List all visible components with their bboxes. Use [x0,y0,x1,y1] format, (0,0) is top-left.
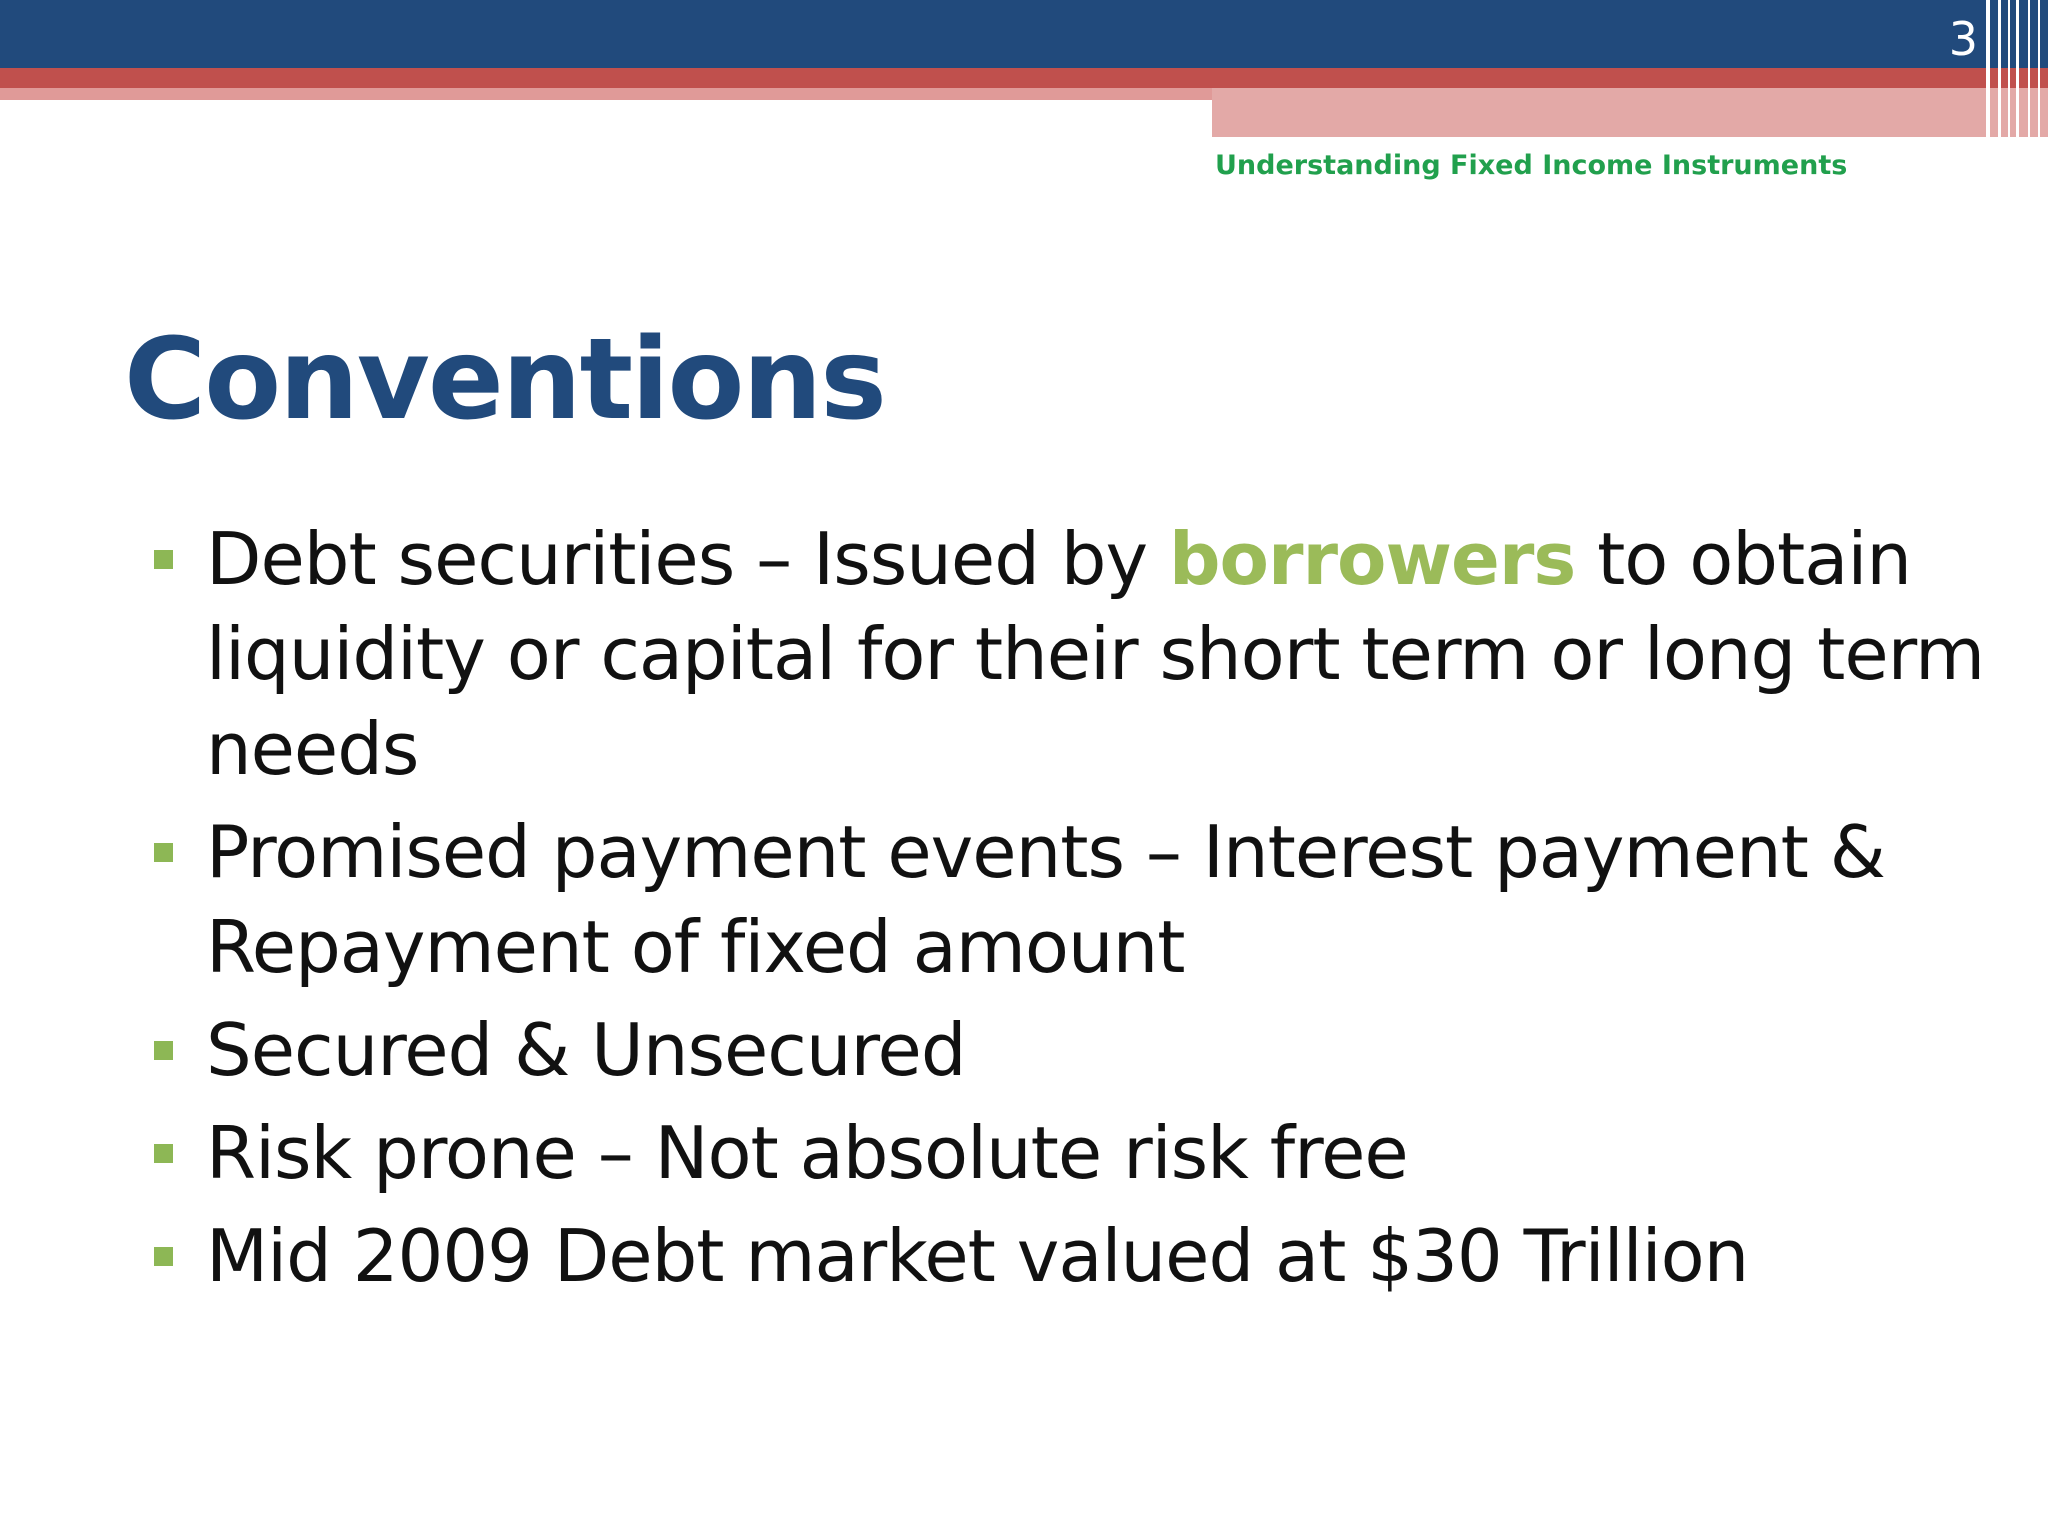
bullet-text: Promised payment events – Interest payment & Repayment of fixed amount [206,810,1885,989]
square-bullet-icon [154,1041,173,1060]
slide-title: Conventions [124,315,885,445]
accent-bar-light-right [1212,88,2048,137]
bullet-text: Mid 2009 Debt market valued at $30 Trillion [206,1214,1749,1298]
bullet-text: Secured & Unsecured [206,1008,966,1092]
bullet-item [150,805,2010,995]
slide-header: Understanding Fixed Income Instruments [1215,150,1848,181]
bullet-text-before: Debt securities – Issued by [206,517,1169,601]
top-banner [0,0,2048,68]
accent-bar [0,68,2048,88]
square-bullet-icon [154,1247,173,1266]
square-bullet-icon [154,550,173,569]
square-bullet-icon [154,843,173,862]
bullet-text-after: to obtain liquidity or capital for their short term or long term needs [206,517,1985,791]
bullet-text: Risk prone – Not absolute risk free [206,1111,1408,1195]
bullet-item [150,1003,2010,1098]
edge-stripes-decoration [1978,0,2048,137]
bullet-item [150,1106,2010,1201]
slide-number: 3 [1948,12,1978,66]
bullet-highlight: borrowers [1168,517,1576,601]
bullet-item [150,1209,2010,1304]
bullet-list [150,512,2010,1312]
bullet-item [150,512,2010,797]
accent-bar-light-left [0,88,1212,100]
square-bullet-icon [154,1144,173,1163]
